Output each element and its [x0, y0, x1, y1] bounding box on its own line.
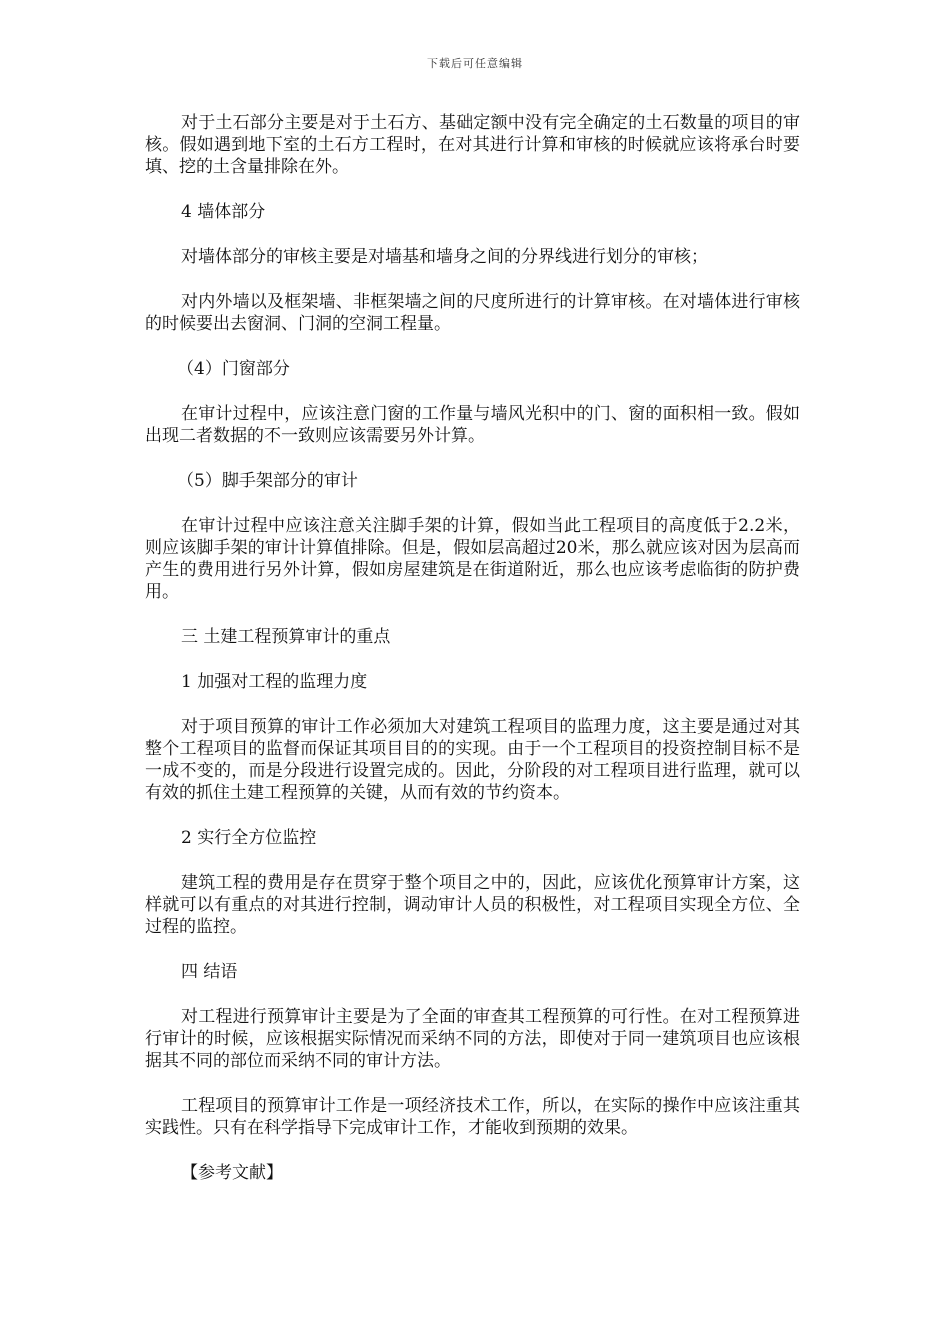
paragraph-scaffold: 在审计过程中应该注意关注脚手架的计算，假如当此工程项目的高度低于2.2米，则应该脚手架的审计计算值排除。但是，假如层高超过20米，那么就应该对因为层高而产生的费用进行另外计算，假如房屋建筑是在街道附近，那么也应该考虑临街的防护费用。 [145, 516, 800, 602]
document-body [145, 112, 800, 1184]
paragraph-supervision: 对于项目预算的审计工作必须加大对建筑工程项目的监理力度，这主要是通过对其整个工程项目的监督而保证其项目目的的实现。由于一个工程项目的投资控制目标不是一成不变的，而是分段进行设置完成的。因此，分阶段的对工程项目进行监理，就可以有效的抓住土建工程预算的关键，从而有效的节约资本。 [145, 717, 800, 803]
heading-supervision: 1 加强对工程的监理力度 [181, 672, 368, 692]
heading-scaffold: （5）脚手架部分的审计 [177, 471, 358, 491]
paragraph-earthwork: 对于土石部分主要是对于土石方、基础定额中没有完全确定的土石数量的项目的审核。假如遇到地下室的土石方工程时，在对其进行计算和审核的时候就应该将承台时要填、挖的土含量排除在外。 [145, 113, 800, 177]
header-note: 下载后可任意编辑 [427, 57, 523, 70]
paragraph-monitoring: 建筑工程的费用是存在贯穿于整个项目之中的，因此，应该优化预算审计方案，这样就可以有重点的对其进行控制，调动审计人员的积极性，对工程项目实现全方位、全过程的监控。 [145, 873, 800, 937]
heading-monitoring: 2 实行全方位监控 [181, 828, 317, 848]
paragraph-wall-boundary: 对墙体部分的审核主要是对墙基和墙身之间的分界线进行划分的审核； [181, 247, 708, 267]
paragraph-conclusion-2: 工程项目的预算审计工作是一项经济技术工作，所以，在实际的操作中应该注重其实践性。只有在科学指导下完成审计工作，才能收到预期的效果。 [145, 1096, 800, 1138]
heading-wall: 4 墙体部分 [181, 202, 266, 222]
paragraph-wall-dimensions: 对内外墙以及框架墙、非框架墙之间的尺度所进行的计算审核。在对墙体进行审核的时候要出去窗洞、门洞的空洞工程量。 [145, 292, 800, 334]
paragraph-conclusion-1: 对工程进行预算审计主要是为了全面的审查其工程预算的可行性。在对工程预算进行审计的时候，应该根据实际情况而采纳不同的方法，即使对于同一建筑项目也应该根据其不同的部位而采纳不同的审计方法。 [145, 1007, 800, 1071]
heading-doors-windows: （4）门窗部分 [177, 359, 290, 379]
heading-references: 【参考文献】 [181, 1163, 283, 1183]
paragraph-doors-windows: 在审计过程中，应该注意门窗的工作量与墙风光积中的门、窗的面积相一致。假如出现二者数据的不一致则应该需要另外计算。 [145, 404, 800, 446]
heading-section-three: 三 土建工程预算审计的重点 [181, 627, 391, 647]
heading-conclusion: 四 结语 [181, 962, 238, 982]
